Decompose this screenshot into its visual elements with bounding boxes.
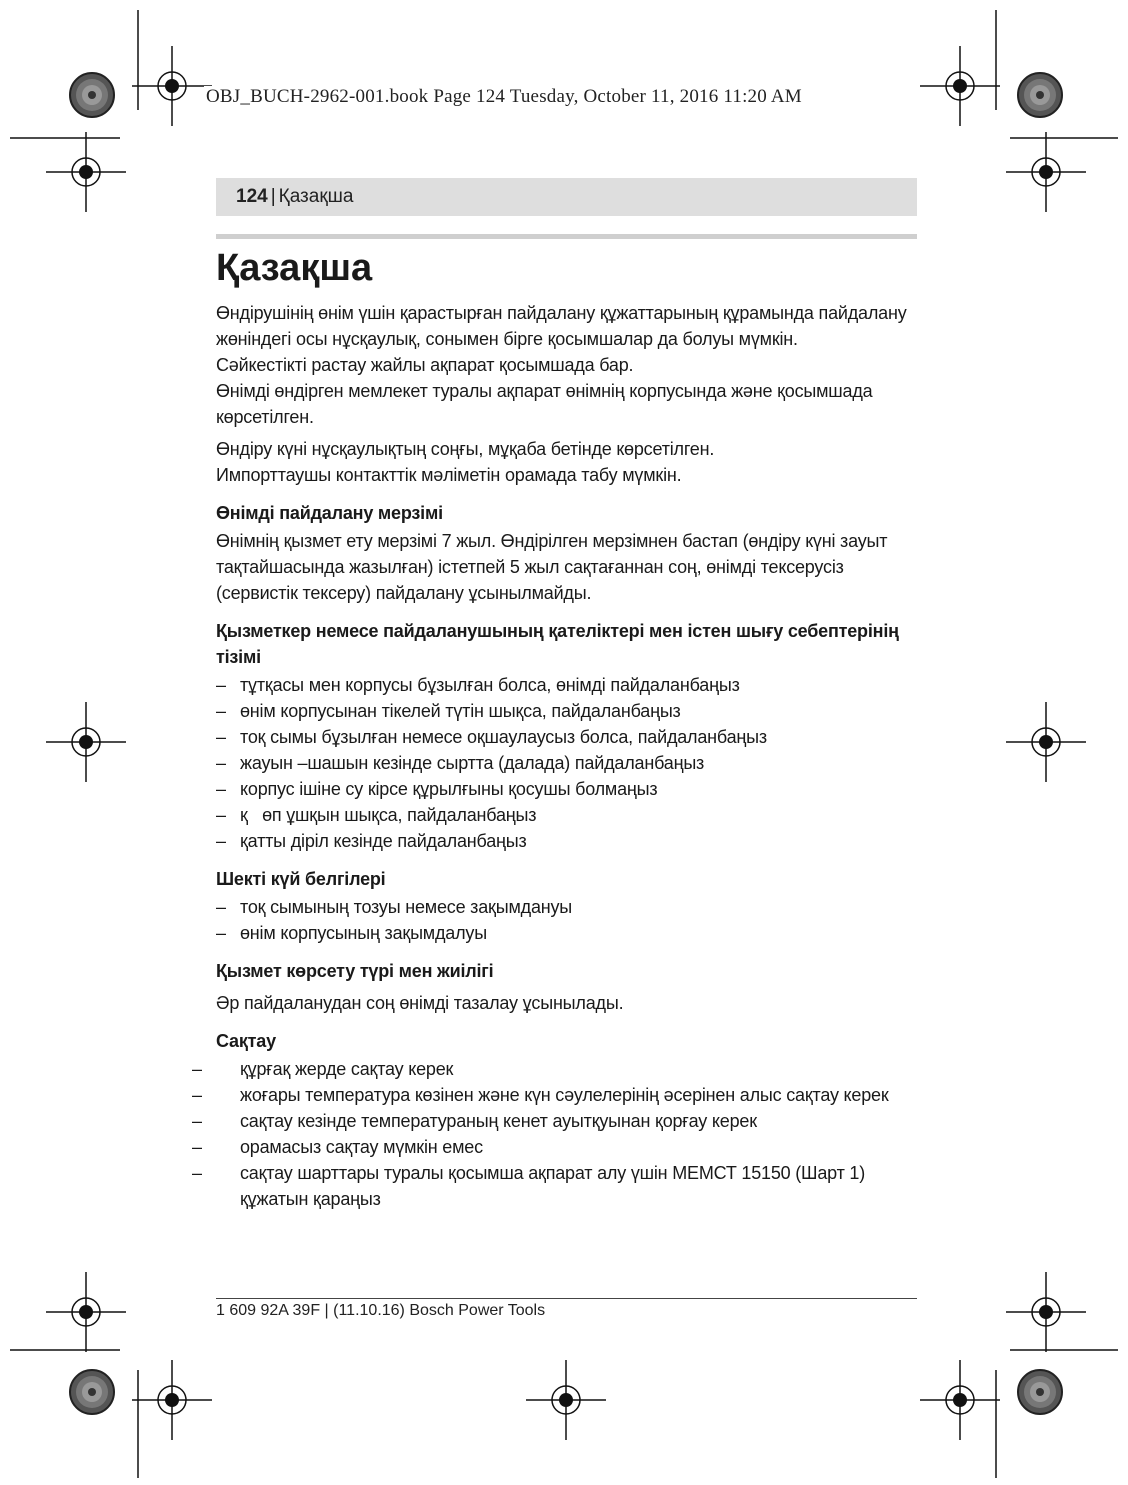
header-rule bbox=[216, 234, 917, 239]
list-item: – жоғары температура көзінен және күн сәулелерінің әсерінен алыс сақтау керек bbox=[192, 1085, 889, 1105]
intro-paragraph: Өнімді өндірген мемлекет туралы ақпарат өнімнің корпусында және қосымшада көрсетілген. bbox=[216, 381, 873, 427]
color-rosette-icon bbox=[70, 1370, 114, 1414]
print-slug-line: OBJ_BUCH-2962-001.book Page 124 Tuesday, October 11, 2016 11:20 AM bbox=[206, 86, 802, 107]
list-item: – өнім корпусынан тікелей түтін шықса, пайдаланбаңыз bbox=[216, 701, 681, 721]
list-item: – сақтау шарттары туралы қосымша ақпарат алу үшін МЕМСТ 15150 (Шарт 1) құжатын қараңыз bbox=[192, 1163, 866, 1209]
intro-paragraph: Өндіру күні нұсқаулықтың соңғы, мұқаба бетінде көрсетілген. bbox=[216, 439, 715, 459]
page-content bbox=[192, 240, 917, 1212]
errors-list bbox=[216, 672, 917, 854]
section-heading: Сақтау bbox=[216, 1031, 276, 1051]
registration-mark-icon bbox=[1006, 1272, 1086, 1352]
list-item: – қатты діріл кезінде пайдаланбаңыз bbox=[216, 831, 527, 851]
intro-paragraph: Импорттаушы контакттік мәліметін орамада табу мүмкін. bbox=[216, 465, 682, 485]
intro-paragraph: Сәйкестікті растау жайлы ақпарат қосымшада бар. bbox=[216, 355, 634, 375]
list-item: – сақтау кезінде температураның кенет ауытқуынан қорғау керек bbox=[192, 1111, 757, 1131]
list-item: – корпус ішіне су кірсе құрылғыны қосушы болмаңыз bbox=[216, 779, 658, 799]
list-item: – тұтқасы мен корпусы бұзылған болса, өнімді пайдаланбаңыз bbox=[216, 675, 740, 695]
list-item: – жауын –шашын кезінде сыртта (далада) пайдаланбаңыз bbox=[216, 753, 705, 773]
color-rosette-icon bbox=[70, 73, 114, 117]
running-header bbox=[216, 178, 917, 216]
list-item: – қ өп ұшқын шықса, пайдаланбаңыз bbox=[216, 805, 537, 825]
intro-paragraph: Өндірушінің өнім үшін қарастырған пайдалану құжаттарының құрамында пайдалану жөніндегі осы нұсқаулық, сонымен бірге қосымшалар да болуы мүмкін. bbox=[216, 303, 907, 349]
registration-mark-icon bbox=[526, 1360, 606, 1440]
registration-mark-icon bbox=[920, 46, 1000, 126]
section-text: Өнімнің қызмет ету мерзімі 7 жыл. Өндірілген мерзімнен бастап (өндіру күні зауыт тақтайшасында жазылған) істетпей 5 жыл сақтағаннан соң, өнімді тексерусіз (сервистік тексеру) пайдалану ұсынылмайды. bbox=[216, 531, 888, 603]
section-heading: Шекті күй белгілері bbox=[216, 869, 386, 889]
page-title: Қазақша bbox=[216, 247, 373, 289]
registration-mark-icon bbox=[46, 1272, 126, 1352]
list-item: – тоқ сымының тозуы немесе зақымдануы bbox=[216, 897, 573, 917]
section-heading: Қызметкер немесе пайдаланушының қателіктері мен істен шығу себептерінің тізімі bbox=[216, 621, 899, 667]
registration-mark-icon bbox=[46, 132, 126, 212]
registration-mark-icon bbox=[46, 702, 126, 782]
storage-list bbox=[192, 1056, 917, 1212]
registration-mark-icon bbox=[920, 1360, 1000, 1440]
header-separator: | bbox=[270, 186, 276, 207]
section-text: Әр пайдаланудан соң өнімді тазалау ұсынылады. bbox=[216, 993, 624, 1013]
footer-rule bbox=[216, 1298, 917, 1299]
section-heading: Қызмет көрсету түрі мен жиілігі bbox=[216, 961, 494, 981]
registration-mark-icon bbox=[132, 1360, 212, 1440]
color-rosette-icon bbox=[1018, 1370, 1062, 1414]
registration-mark-icon bbox=[1006, 132, 1086, 212]
list-item: – тоқ сымы бұзылған немесе оқшаулаусыз болса, пайдаланбаңыз bbox=[216, 727, 767, 747]
registration-mark-icon bbox=[1006, 702, 1086, 782]
page-footer: 1 609 92A 39F | (11.10.16) Bosch Power Tools bbox=[216, 1302, 546, 1319]
list-item: – құрғақ жерде сақтау керек bbox=[192, 1059, 454, 1079]
list-item: – орамасыз сақтау мүмкін емес bbox=[192, 1137, 483, 1157]
limit-states-list bbox=[216, 894, 917, 946]
page-number: 124 bbox=[236, 186, 268, 207]
color-rosette-icon bbox=[1018, 73, 1062, 117]
section-heading: Өнімді пайдалану мерзімі bbox=[216, 503, 443, 523]
registration-mark-icon bbox=[132, 46, 212, 126]
header-section: Қазақша bbox=[278, 186, 354, 207]
list-item: – өнім корпусының зақымдалуы bbox=[216, 923, 487, 943]
